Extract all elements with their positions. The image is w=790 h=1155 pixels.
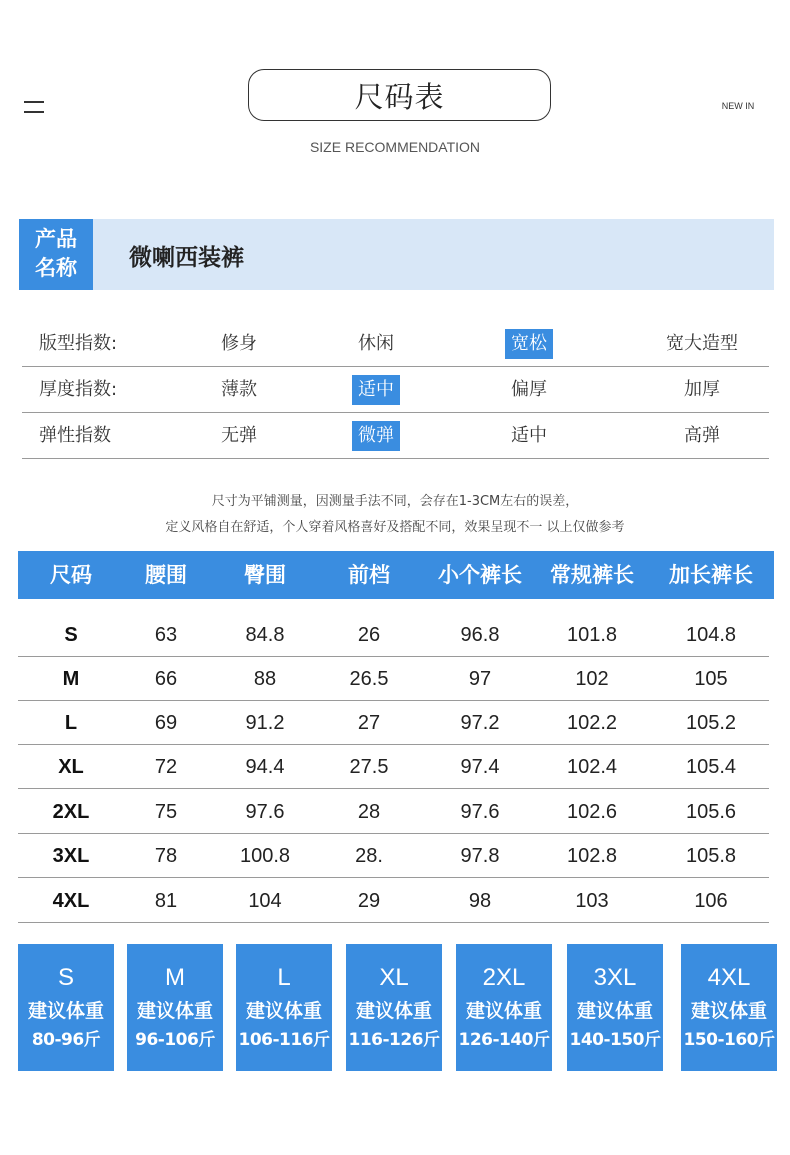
product-label [19,219,93,290]
weight-card-label: 建议体重 [355,1000,432,1022]
weight-card-range: 126-140斤 [458,1030,550,1050]
size-table-row [18,701,769,745]
size-cell: M [62,668,80,690]
index-option-selected: 微弹 [352,421,400,451]
index-option: 薄款 [221,379,257,400]
size-table-row [18,657,769,701]
measurement-cell: 28 [357,801,381,823]
size-cell: 2XL [52,801,90,823]
measurement-cell: 66 [154,668,178,690]
weight-card-range: 96-106斤 [135,1030,215,1050]
index-option: 宽大造型 [666,333,738,354]
measurement-cell: 88 [253,668,277,690]
measurement-cell: 105.4 [685,756,737,778]
measurement-cell: 103 [575,890,609,912]
size-cell: XL [58,756,84,778]
measurement-cell: 97.4 [460,756,500,778]
measurement-cell: 28. [355,845,383,867]
menu-icon[interactable] [24,101,44,113]
index-option: 高弹 [684,425,720,446]
weight-card-label: 建议体重 [136,1000,213,1022]
size-table-header-cell: 常规裤长 [550,563,634,587]
weight-card-label: 建议体重 [690,1000,767,1022]
new-in-label[interactable]: NEW IN [721,101,755,111]
measurement-cell: 102 [575,668,609,690]
weight-card-size: 3XL [593,964,637,991]
measurement-cell: 106 [694,890,728,912]
index-label: 版型指数: [39,333,118,354]
measurement-cell: 105.6 [685,801,737,823]
weight-card [18,944,114,1071]
weight-card-size: L [277,964,291,991]
measurement-cell: 102.2 [566,712,618,734]
measurement-cell: 94.4 [245,756,285,778]
weight-card-size: 4XL [707,964,751,991]
size-table-header-cell: 小个裤长 [438,563,522,587]
product-name: 微喇西装裤 [129,245,244,271]
measurement-cell: 97 [468,668,492,690]
weight-card-label: 建议体重 [27,1000,104,1022]
index-option: 偏厚 [511,379,547,400]
size-cell: 3XL [52,845,90,867]
size-table-header-cell: 加长裤长 [669,563,753,587]
weight-card-label: 建议体重 [465,1000,542,1022]
size-table-row [18,790,769,834]
measurement-cell: 97.6 [245,801,285,823]
measurement-cell: 104 [248,890,282,912]
measurement-cell: 84.8 [245,624,285,646]
measurement-cell: 26 [357,624,381,646]
page-subtitle: SIZE RECOMMENDATION [309,139,481,155]
weight-card-size: XL [379,964,409,991]
measurement-cell: 102.8 [566,845,618,867]
note-line-2: 定义风格自在舒适，个人穿着风格喜好及搭配不同，效果呈现不一 以上仅做参考 [165,520,625,535]
measurement-cell: 102.4 [566,756,618,778]
size-table-header-cell: 前档 [348,563,390,587]
measurement-cell: 91.2 [245,712,285,734]
measurement-cell: 100.8 [239,845,291,867]
page-title: 尺码表 [354,79,445,114]
size-cell: 4XL [52,890,90,912]
weight-card-label: 建议体重 [576,1000,653,1022]
measurement-cell: 102.6 [566,801,618,823]
measurement-cell: 97.2 [460,712,500,734]
measurement-cell: 75 [154,801,178,823]
product-label-line1: 产品 [35,227,77,251]
weight-card-range: 116-126斤 [348,1030,440,1050]
measurement-cell: 81 [154,890,178,912]
measurement-cell: 69 [154,712,178,734]
measurement-cell: 101.8 [566,624,618,646]
weight-card-size: M [165,964,185,991]
measurement-cell: 63 [154,624,178,646]
size-table-header [18,551,774,599]
weight-card-range: 150-160斤 [683,1030,775,1050]
weight-card [127,944,223,1071]
weight-card-size: 2XL [482,964,526,991]
weight-card-range: 140-150斤 [569,1030,661,1050]
weight-card [456,944,552,1071]
measurement-cell: 105.8 [685,845,737,867]
size-cell: L [64,712,78,734]
size-table-header-cell: 尺码 [50,563,92,587]
measurement-cell: 96.8 [460,624,500,646]
index-row [22,367,769,413]
index-label: 弹性指数 [39,425,111,446]
weight-card [681,944,777,1071]
measurement-cell: 97.6 [460,801,500,823]
measurement-cell: 27 [357,712,381,734]
weight-card [567,944,663,1071]
measurement-cell: 29 [357,890,381,912]
weight-card-range: 80-96斤 [31,1030,101,1050]
product-name-bar [19,219,774,290]
measurement-cell: 78 [154,845,178,867]
measurement-cell: 98 [468,890,492,912]
index-option: 无弹 [221,425,257,446]
weight-card [236,944,332,1071]
weight-card-label: 建议体重 [245,1000,322,1022]
size-table-row [18,745,769,789]
measurement-cell: 27.5 [349,756,389,778]
index-row [22,413,769,459]
size-cell: S [64,624,78,646]
index-label: 厚度指数: [39,379,118,400]
product-label-line2: 名称 [35,256,77,280]
size-table-row [18,879,769,923]
title-pill [248,69,551,121]
measurement-cell: 105.2 [685,712,737,734]
index-option: 休闲 [358,333,394,354]
measurement-cell: 72 [154,756,178,778]
index-option-selected: 宽松 [505,329,553,359]
measurement-cell: 104.8 [685,624,737,646]
index-option: 适中 [511,425,547,446]
index-option-selected: 适中 [352,375,400,405]
measurement-cell: 26.5 [349,668,389,690]
index-option: 修身 [221,333,257,354]
measurement-cell: 105 [694,668,728,690]
size-table-header-cell: 腰围 [145,563,187,587]
weight-card [346,944,442,1071]
size-table-header-cell: 臀围 [244,563,286,587]
note-line-1: 尺寸为平铺测量，因测量手法不同，会存在1-3CM左右的误差， [211,494,579,509]
size-table-row [18,834,769,878]
weight-card-size: S [57,964,74,991]
weight-card-range: 106-116斤 [238,1030,330,1050]
index-row [22,321,769,367]
size-table-row [18,613,769,657]
measurement-cell: 97.8 [460,845,500,867]
index-option: 加厚 [684,379,720,400]
